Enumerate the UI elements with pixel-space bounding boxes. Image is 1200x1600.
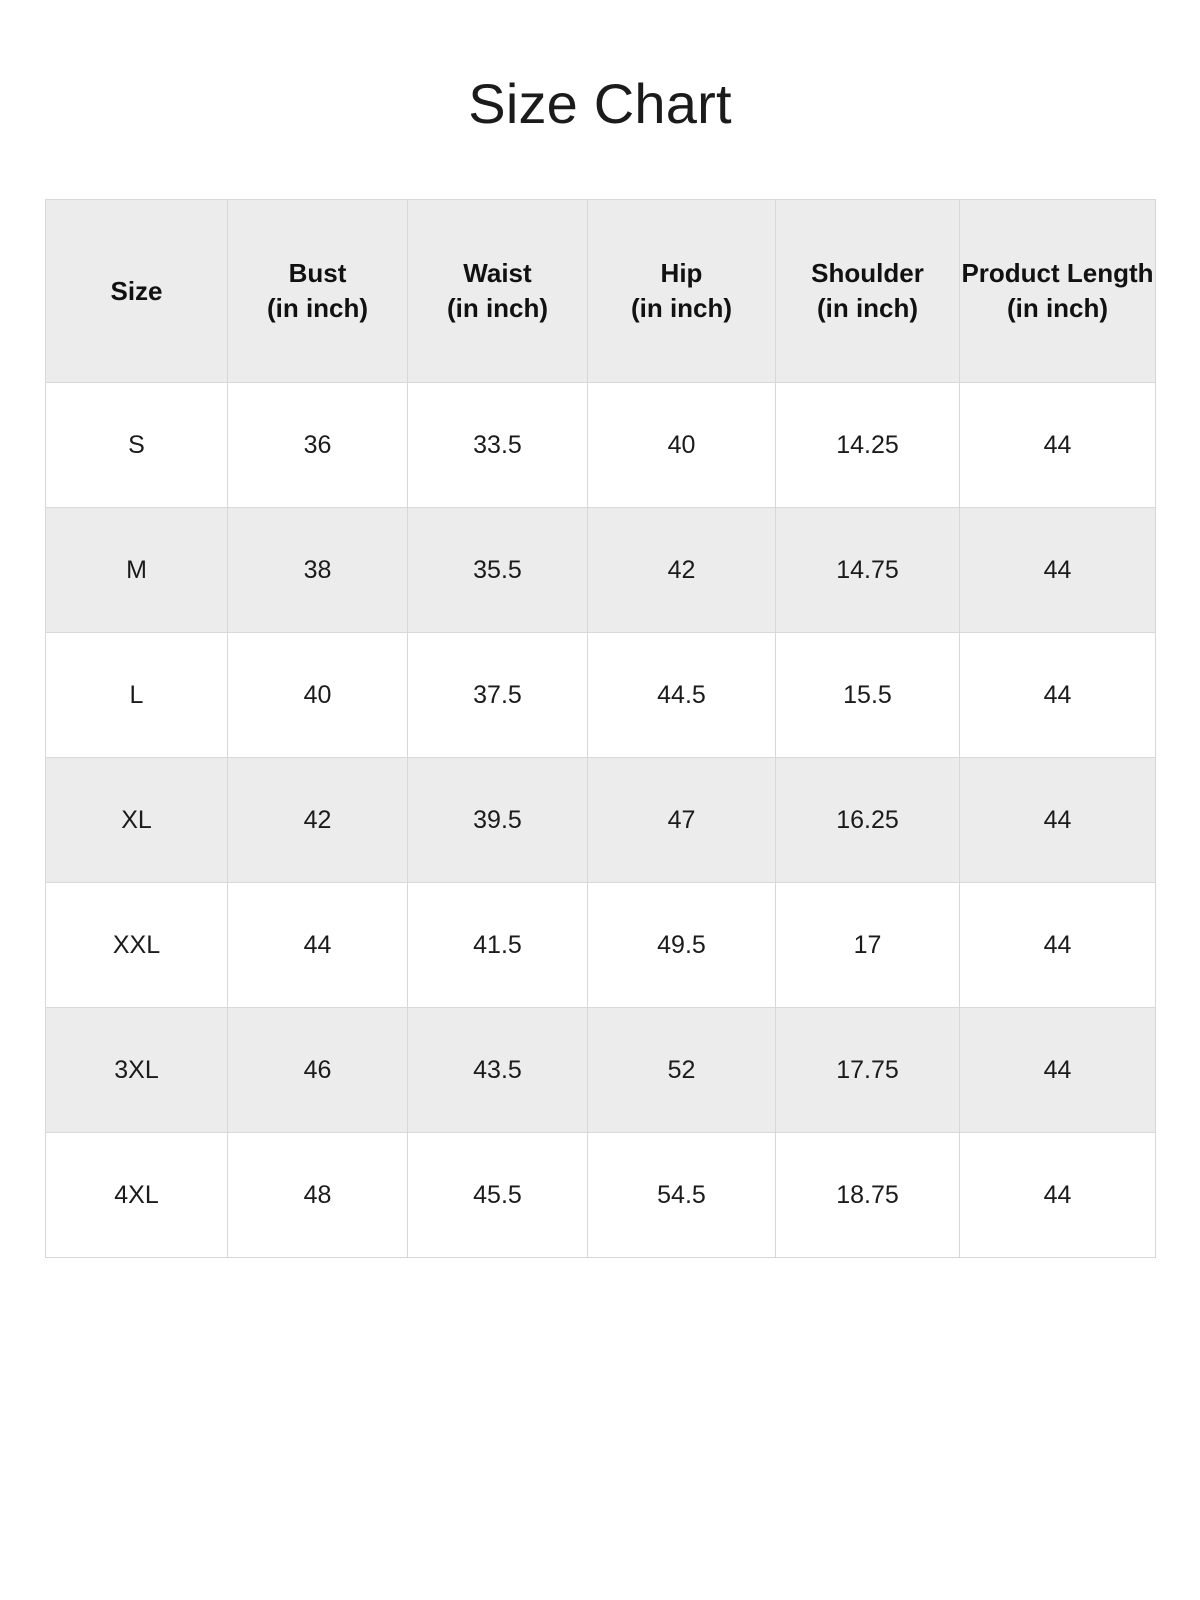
cell-waist: 39.5 (408, 758, 588, 883)
cell-bust: 44 (228, 883, 408, 1008)
cell-waist: 33.5 (408, 383, 588, 508)
column-header-shoulder (776, 200, 960, 383)
cell-size: 4XL (46, 1133, 228, 1258)
table-row (46, 1133, 1156, 1258)
cell-bust: 40 (228, 633, 408, 758)
column-header-line2: (in inch) (1006, 293, 1109, 324)
column-header-hip (588, 200, 776, 383)
column-header-product-length (960, 200, 1156, 383)
cell-product-length: 44 (960, 633, 1156, 758)
cell-hip: 52 (588, 1008, 776, 1133)
cell-shoulder: 15.5 (776, 633, 960, 758)
cell-shoulder: 17.75 (776, 1008, 960, 1133)
table-header-row (46, 200, 1156, 383)
column-header-line1: Size (110, 275, 163, 306)
cell-product-length: 44 (960, 1008, 1156, 1133)
cell-hip: 40 (588, 383, 776, 508)
cell-waist: 41.5 (408, 883, 588, 1008)
cell-waist: 43.5 (408, 1008, 588, 1133)
column-header-waist (408, 200, 588, 383)
cell-waist: 37.5 (408, 633, 588, 758)
cell-hip: 42 (588, 508, 776, 633)
cell-shoulder: 17 (776, 883, 960, 1008)
cell-size: XL (46, 758, 228, 883)
table-row (46, 383, 1156, 508)
cell-product-length: 44 (960, 1133, 1156, 1258)
table-row (46, 633, 1156, 758)
column-header-line2: (in inch) (816, 293, 919, 324)
cell-bust: 46 (228, 1008, 408, 1133)
cell-product-length: 44 (960, 883, 1156, 1008)
cell-product-length: 44 (960, 508, 1156, 633)
cell-hip: 47 (588, 758, 776, 883)
size-chart-table (45, 199, 1156, 1258)
table-row (46, 758, 1156, 883)
cell-shoulder: 18.75 (776, 1133, 960, 1258)
cell-size: M (46, 508, 228, 633)
column-header-bust (228, 200, 408, 383)
column-header-line1: Hip (660, 258, 703, 289)
cell-waist: 45.5 (408, 1133, 588, 1258)
cell-waist: 35.5 (408, 508, 588, 633)
table-row (46, 508, 1156, 633)
table-row (46, 1008, 1156, 1133)
cell-bust: 38 (228, 508, 408, 633)
cell-hip: 49.5 (588, 883, 776, 1008)
cell-size: 3XL (46, 1008, 228, 1133)
column-header-line1: Product Length (961, 258, 1154, 289)
cell-shoulder: 14.25 (776, 383, 960, 508)
column-header-line1: Shoulder (811, 258, 924, 289)
column-header-line1: Bust (288, 258, 347, 289)
page-title: Size Chart (468, 72, 732, 135)
table-header (46, 200, 1156, 383)
cell-product-length: 44 (960, 383, 1156, 508)
cell-size: S (46, 383, 228, 508)
cell-shoulder: 14.75 (776, 508, 960, 633)
cell-shoulder: 16.25 (776, 758, 960, 883)
cell-bust: 36 (228, 383, 408, 508)
cell-bust: 48 (228, 1133, 408, 1258)
column-header-line2: (in inch) (266, 293, 369, 324)
table-body (46, 383, 1156, 1258)
column-header-line1: Waist (463, 258, 532, 289)
table-row (46, 883, 1156, 1008)
size-chart-table-container (45, 199, 1155, 1258)
cell-hip: 44.5 (588, 633, 776, 758)
cell-product-length: 44 (960, 758, 1156, 883)
cell-size: L (46, 633, 228, 758)
column-header-line2: (in inch) (446, 293, 549, 324)
cell-size: XXL (46, 883, 228, 1008)
cell-hip: 54.5 (588, 1133, 776, 1258)
cell-bust: 42 (228, 758, 408, 883)
column-header-line2: (in inch) (630, 293, 733, 324)
column-header-size (46, 200, 228, 383)
